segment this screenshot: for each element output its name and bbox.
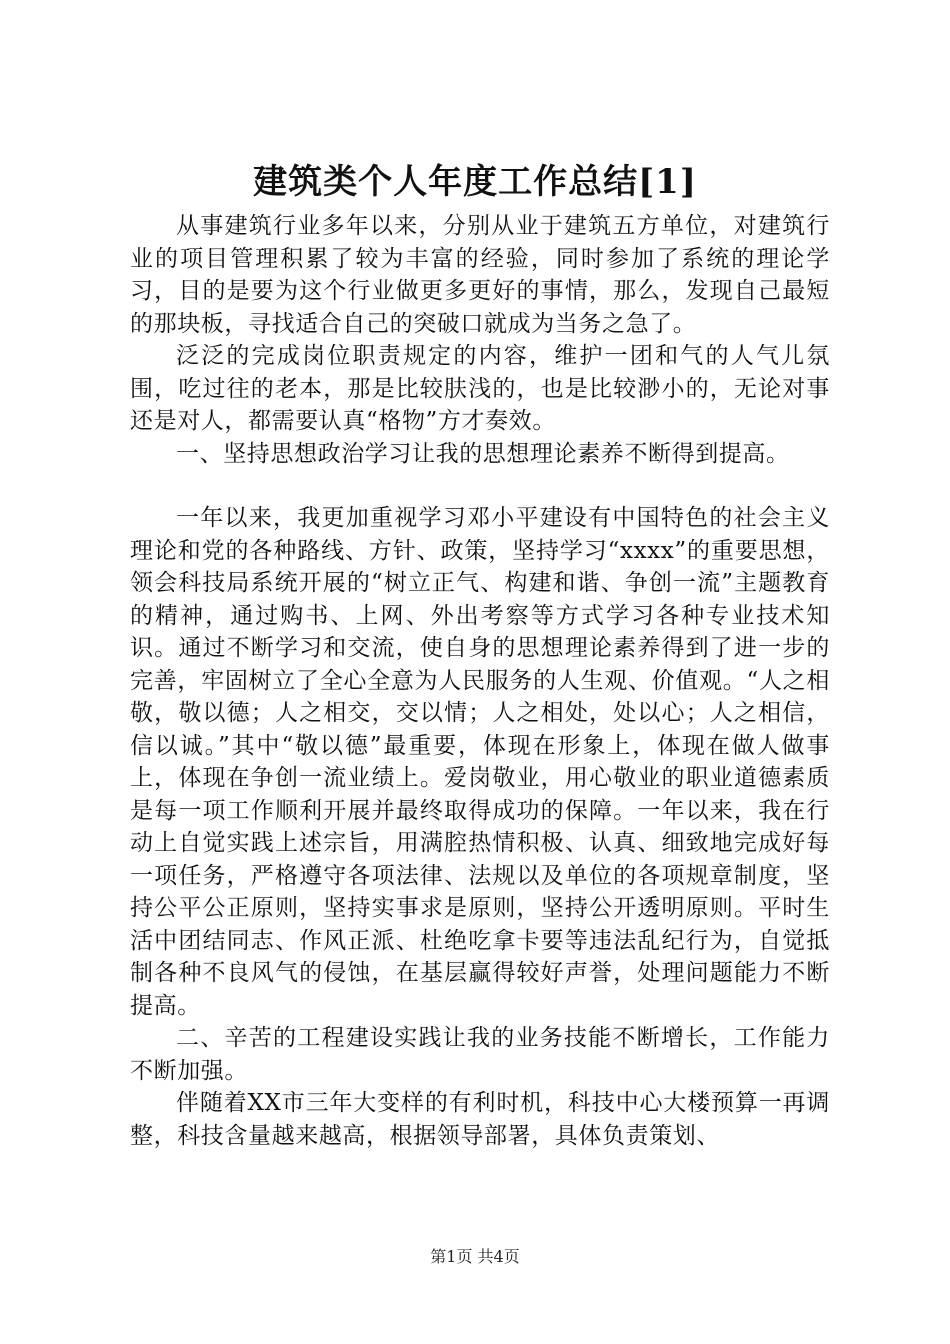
paragraph: 泛泛的完成岗位职责规定的内容，维护一团和气的人气儿氛围，吃过往的老本，那是比较肤浅的，也是比较渺小的，无论对事还是对人，都需要认真“格物”方才奏效。 [130,343,830,434]
section-heading: 一、坚持思想政治学习让我的思想理论素养不断得到提高。 [176,440,790,467]
paragraph: 一年以来，我更加重视学习邓小平建设有中国特色的社会主义理论和党的各种路线、方针、政策，坚持学习“xxxx”的重要思想，领会科技局系统开展的“树立正气、构建和谐、争创一流”主题教育的精神，通过购书、上网、外出考察等方式学习各种专业技术知识。通过不断学习和交流，使自身的思想理论素养得到了进一步的完善，牢固树立了全心全意为人民服务的人生观、价值观。“人之相敬，敬以德；人之相交，交以情；人之相处，处以心；人之相信，信以诚。”其中“敬以德”最重要，体现在形象上，体现在做人做事上，体现在争创一流业绩上。爱岗敬业，用心敬业的职业道德素质是每一项工作顺利开展并最终取得成功的保障。一年以来，我在行动上自觉实践上述宗旨，用满腔热情积极、认真、细致地完成好每一项任务，严格遵守各项法律、法规以及单位的各项规章制度，坚持公平公正原则，坚持实事求是原则，坚持公开透明原则。平时生活中团结同志、作风正派、杜绝吃拿卡要等违法乱纪行为，自觉抵制各种不良风气的侵蚀，在基层赢得较好声誉，处理问题能力不断提高。 [130,505,830,1019]
page-footer: 第1页 共4页 [430,1247,520,1266]
section-heading: 二、辛苦的工程建设实践让我的业务技能不断增长，工作能力不断加强。 [130,1025,830,1084]
document-title: 建筑类个人年度工作总结[1] [253,162,697,202]
paragraph: 伴随着XX市三年大变样的有利时机，科技中心大楼预算一再调整，科技含量越来越高，根据领导部署，具体负责策划、 [130,1090,830,1149]
paragraph: 从事建筑行业多年以来，分别从业于建筑五方单位，对建筑行业的项目管理积累了较为丰富的经验，同时参加了系统的理论学习，目的是要为这个行业做更多更好的事情，那么，发现自己最短的那块板，寻找适合自己的突破口就成为当务之急了。 [130,213,830,337]
document-body [130,210,830,1152]
